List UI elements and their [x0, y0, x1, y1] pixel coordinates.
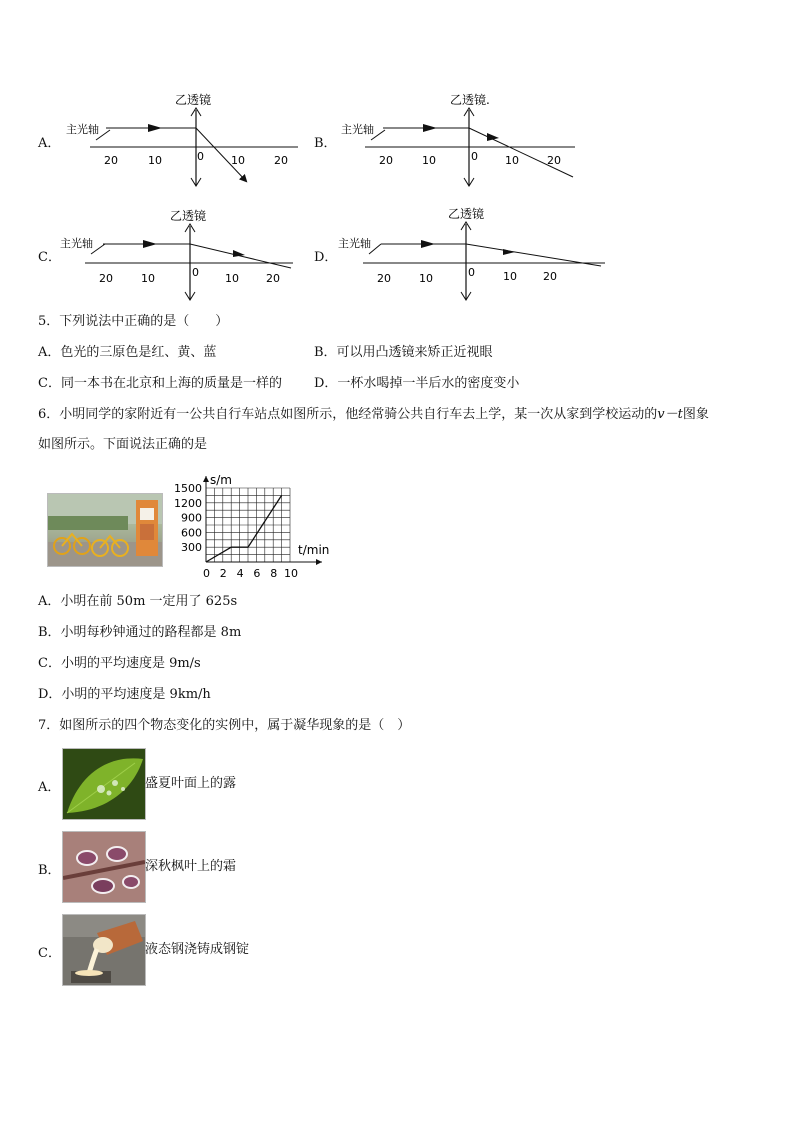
- axis-label: 主光轴: [338, 237, 371, 250]
- chart-grid: [206, 488, 290, 562]
- q6-stem-vt: v－t: [657, 407, 683, 422]
- tick-label: 10: [231, 154, 245, 167]
- y-tick-label: 300: [181, 541, 202, 555]
- chart-series: [206, 495, 282, 562]
- axis-label: 主光轴: [66, 123, 99, 136]
- tick-label: 10: [422, 154, 436, 167]
- y-tick-label: 1200: [174, 496, 202, 510]
- tick-label: 0: [471, 150, 478, 163]
- chart-tick-labels: [174, 482, 298, 580]
- tick-label: 20: [543, 270, 557, 283]
- tick-label: 10: [503, 270, 517, 283]
- chart-xlabel: t/min: [298, 543, 330, 557]
- x-tick-label: 2: [219, 567, 227, 580]
- dew-leaf-illustration: [63, 749, 145, 819]
- q5-option-b: B．可以用凸透镜来矫正近视眼: [314, 345, 493, 360]
- y-axis-arrow: [203, 476, 209, 482]
- q7-option-b-label: B．: [38, 863, 61, 878]
- q4-option-c-label: C．: [38, 250, 61, 265]
- q6-stem-tail: 图象: [682, 407, 709, 422]
- x-tick-label: 6: [253, 567, 261, 580]
- molten-steel-photo: [62, 914, 146, 986]
- tick-label: 20: [379, 154, 393, 167]
- q6-option-d: D．小明的平均速度是 9km/h: [38, 687, 211, 702]
- q5-option-c: C．同一本书在北京和上海的质量是一样的: [38, 376, 282, 391]
- lens-label: 乙透镜: [170, 209, 207, 223]
- y-tick-label: 900: [181, 511, 202, 525]
- q7-option-a-label: A．: [38, 780, 61, 795]
- q6-option-a: A．小明在前 50m 一定用了 625s: [38, 594, 238, 609]
- refracted-ray: [190, 244, 291, 268]
- y-tick-label: 1500: [174, 482, 202, 495]
- x-axis-arrow: [316, 559, 322, 565]
- tick-label: 20: [377, 272, 391, 285]
- frost-leaf-illustration: [63, 832, 145, 902]
- tick-label: 20: [99, 272, 113, 285]
- tick-label: 10: [141, 272, 155, 285]
- tick-label: 20: [274, 154, 288, 167]
- q7-option-c-text: 液态钢浇铸成钢锭: [145, 942, 250, 957]
- refracted-ray: [469, 128, 573, 177]
- q4-option-d-label: D．: [314, 250, 338, 265]
- lens-label: 乙透镜: [175, 93, 212, 107]
- x-tick-label: 10: [284, 567, 298, 580]
- lens-label: 乙透镜.: [450, 93, 490, 107]
- q6-stem-line1: [38, 407, 709, 423]
- q6-option-b: B．小明每秒钟通过的路程都是 8m: [38, 625, 242, 640]
- q6-stem-text: 6．小明同学的家附近有一公共自行车站点如图所示，他经常骑公共自行车去上学，某一次从家到学校运动的: [38, 407, 658, 422]
- x-tick-label: 0: [203, 567, 210, 580]
- q4-option-d-diagram: [333, 202, 613, 302]
- q5-option-a: A．色光的三原色是红、黄、蓝: [38, 345, 217, 360]
- molten-steel-illustration: [63, 915, 145, 985]
- tick-label: 0: [468, 266, 475, 279]
- tick-label: 20: [104, 154, 118, 167]
- lens-label: 乙透镜: [448, 207, 485, 221]
- q6-option-c: C．小明的平均速度是 9m/s: [38, 656, 201, 671]
- q7-option-a-text: 盛夏叶面上的露: [145, 776, 237, 791]
- axis-label: 主光轴: [60, 237, 93, 250]
- axis-label-pointer: [91, 244, 105, 254]
- series-line: [206, 495, 282, 562]
- chart-ylabel: s/m: [210, 473, 232, 487]
- frost-leaf-photo: [62, 831, 146, 903]
- q4-option-b-diagram: [335, 88, 595, 188]
- q6-stem-line2: 如图所示。下面说法正确的是: [38, 437, 208, 452]
- tick-label: 10: [148, 154, 162, 167]
- q7-stem: 7．如图所示的四个物态变化的实例中，属于凝华现象的是（ ）: [38, 718, 411, 733]
- y-tick-label: 600: [181, 526, 202, 540]
- q4-option-b-label: B．: [314, 136, 337, 151]
- tick-label: 10: [419, 272, 433, 285]
- q6-st-chart: [168, 470, 338, 580]
- x-tick-label: 8: [270, 567, 278, 580]
- dew-leaf-photo: [62, 748, 146, 820]
- q5-stem: 5．下列说法中正确的是（ ）: [38, 314, 229, 329]
- q4-option-a-diagram: [60, 88, 320, 188]
- tick-label: 10: [505, 154, 519, 167]
- axis-label: 主光轴: [341, 123, 374, 136]
- q4-option-a-label: A．: [38, 136, 61, 151]
- q7-option-c-label: C．: [38, 946, 61, 961]
- tick-label: 20: [266, 272, 280, 285]
- tick-label: 20: [547, 154, 561, 167]
- q5-option-d: D．一杯水喝掉一半后水的密度变小: [314, 376, 520, 391]
- tick-label: 0: [197, 150, 204, 163]
- x-tick-label: 4: [236, 567, 244, 580]
- q4-option-c-diagram: [55, 202, 300, 302]
- bike-station-illustration: [48, 494, 162, 566]
- tick-label: 0: [192, 266, 199, 279]
- bike-station-photo: [47, 493, 163, 567]
- tick-label: 10: [225, 272, 239, 285]
- q7-option-b-text: 深秋枫叶上的霜: [145, 859, 237, 874]
